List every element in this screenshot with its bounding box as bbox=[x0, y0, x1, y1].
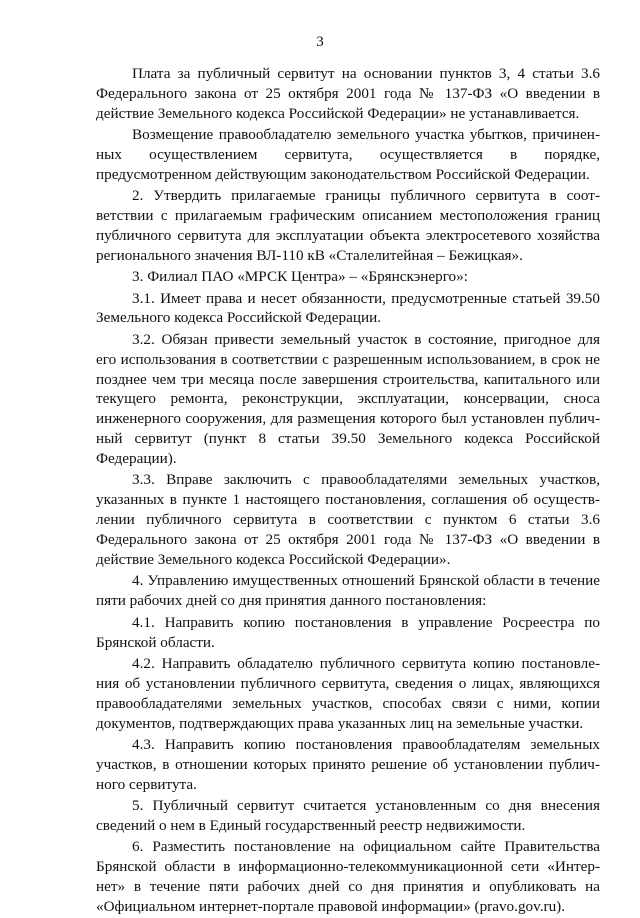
paragraph-item-6: 6. Разместить постановление на официальном сайте Правительства Брянской области в информационно-телекоммуникационной сети «Интернет» в течение пяти рабочих дней со дня принятия и опубликовать на «Официальном интернет-портале правовой информации» (pravo.gov.ru). bbox=[96, 838, 600, 915]
paragraph-item-5: 5. Публичный сервитут считается установленным со дня внесения сведений о нем в Единый государственный реестр недвижимости. bbox=[96, 796, 600, 834]
paragraph-item-4-1: 4.1. Направить копию постановления в управление Росреестра по Брянской области. bbox=[96, 613, 600, 651]
paragraph-fee: Плата за публичный сервитут на основании пунктов 3, 4 статьи 3.6 Федерального закона от 25 октября 2001 года № 137-ФЗ «О введении в действие Земельного кодекса Российской Федерации» не устанавливается. bbox=[96, 65, 600, 122]
paragraph-item-4: 4. Управлению имущественных отношений Брянской области в течение пяти рабочих дней со дня принятия данного постановления: bbox=[96, 572, 600, 610]
paragraph-item-2: 2. Утвердить прилагаемые границы публичного сервитута в соответствии с прилагаемым графическим описанием местоположения границ публичного сервитута для эксплуатации объекта электросетевого хозяйства регионального значения ВЛ-110 кВ «Сталелитейная – Бежицкая». bbox=[96, 187, 600, 264]
paragraph-item-4-2: 4.2. Направить обладателю публичного сервитута копию постановления об установлении публичного сервитута, сведения о лицах, являющихся правообладателями земельных участков, способах связи с ними, копии документов, подтверждающих права указанных лиц на земельные участки. bbox=[96, 654, 600, 732]
paragraph-item-4-3: 4.3. Направить копию постановления правообладателям земельных участков, в отношении которых принято решение об установлении публичного сервитута. bbox=[96, 735, 600, 793]
paragraph-item-3-1: 3.1. Имеет права и несет обязанности, предусмотренные статьей 39.50 Земельного кодекса Российской Федерации. bbox=[96, 289, 600, 327]
paragraph-item-3: 3. Филиал ПАО «МРСК Центра» – «Брянскэнерго»: bbox=[132, 268, 468, 286]
paragraph-compensation: Возмещение правообладателю земельного участка убытков, причиненных осуществлением сервитута, осуществляется в порядке, предусмотренном действующим законодательством Российской Федерации. bbox=[96, 126, 600, 183]
page-number: 3 bbox=[316, 34, 324, 50]
paragraph-item-3-2: 3.2. Обязан привести земельный участок в состояние, пригодное для его использования в соответствии с разрешенным использованием, в срок не позднее чем три месяца после завершения строительства, капитального или текущего ремонта, реконструкции, эксплуатации, консервации, сноса инженерного сооружения, для размещения которого был установлен публичный сервитут (пункт 8 статьи 39.50 Земельного кодекса Российской Федерации). bbox=[96, 330, 600, 468]
document-body bbox=[96, 64, 600, 918]
paragraph-item-3-3: 3.3. Вправе заключить с правообладателями земельных участков, указанных в пункте 1 настоящего постановления, соглашения об осуществлении публичного сервитута в соответствии с пунктом 6 статьи 3.6 Федерального закона от 25 октября 2001 года № 137-ФЗ «О введении в действие Земельного кодекса Российской Федерации». bbox=[96, 471, 600, 569]
